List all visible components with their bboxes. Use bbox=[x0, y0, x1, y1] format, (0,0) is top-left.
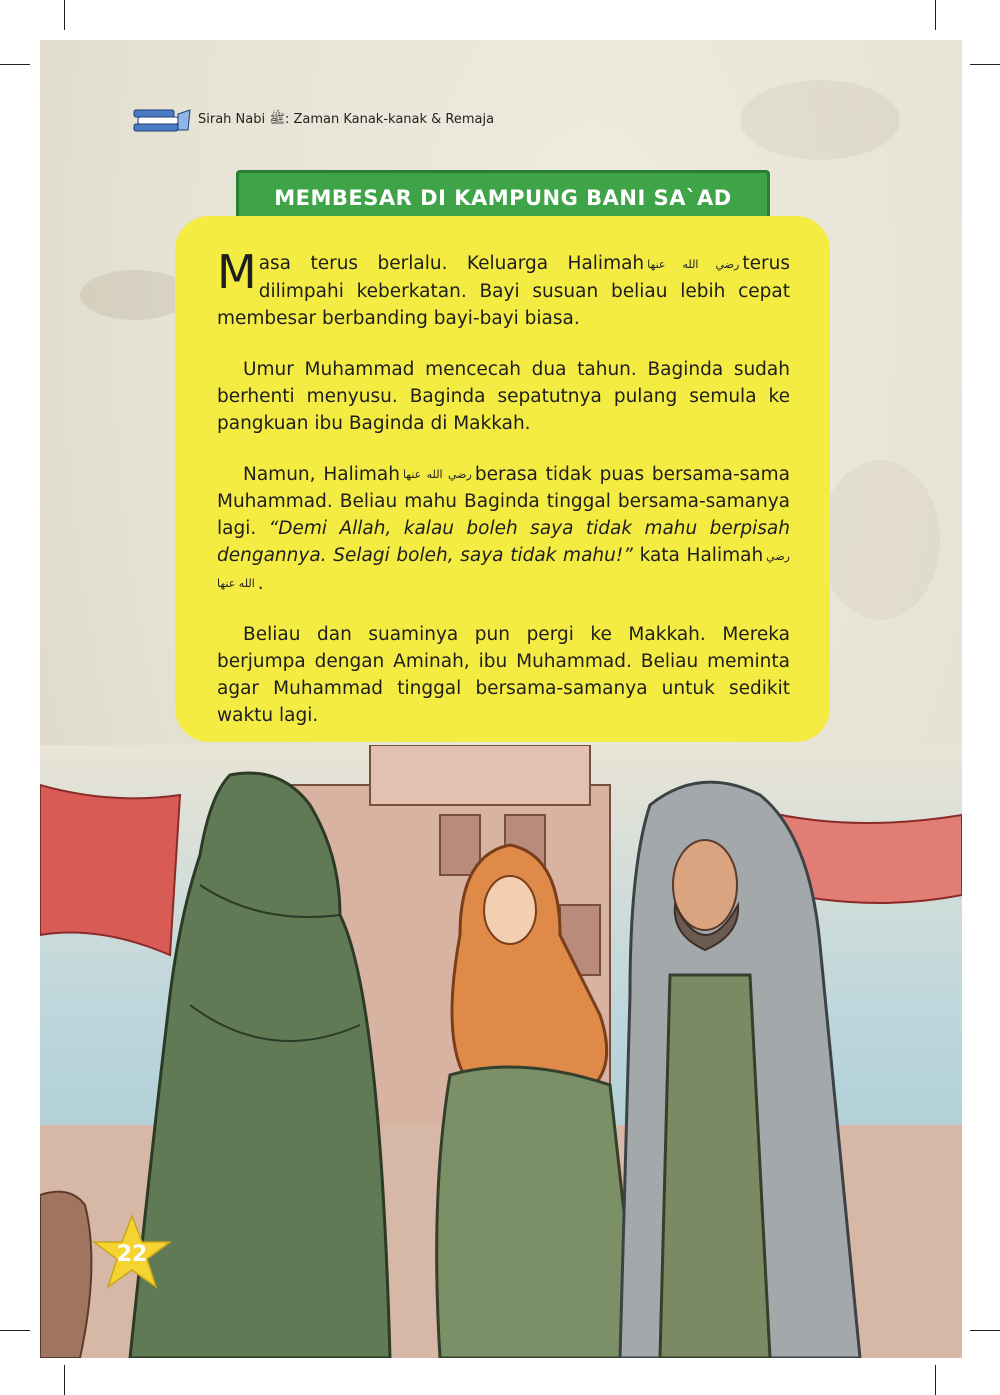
red-cloth-banner bbox=[40, 785, 180, 955]
book-stack-icon bbox=[132, 106, 192, 134]
crop-mark bbox=[970, 1330, 1000, 1331]
crop-mark bbox=[0, 64, 30, 65]
paragraph-4: Beliau dan suaminya pun pergi ke Makkah. Mereka berjumpa dengan Aminah, ibu Muhammad. Beliau meminta agar Muhammad tinggal bersama-samanya untuk sedikit waktu lagi. bbox=[217, 624, 790, 726]
paper-stain bbox=[820, 460, 940, 620]
crop-mark bbox=[935, 1365, 936, 1395]
honorific-glyph: رضي الله عنها bbox=[647, 257, 740, 271]
crop-mark bbox=[64, 0, 65, 30]
paragraph-1 bbox=[217, 245, 790, 332]
running-title: Sirah Nabi ﷺ: Zaman Kanak-kanak & Remaja bbox=[198, 111, 495, 127]
drop-cap: M bbox=[217, 245, 257, 299]
honorific-glyph: رضي الله عنها bbox=[217, 549, 790, 590]
paper-stain bbox=[740, 80, 900, 160]
book-page bbox=[40, 40, 962, 1358]
page-number: 22 bbox=[116, 1241, 148, 1267]
running-header bbox=[132, 106, 494, 134]
paragraph-2: Umur Muhammad mencecah dua tahun. Baginda sudah berhenti menyusu. Baginda sepatutnya pulang semula ke pangkuan ibu Baginda di Makkah. bbox=[217, 358, 790, 434]
story-text-box bbox=[175, 216, 830, 742]
paragraph-1-text-b: terus dilimpahi keberkatan. Bayi susuan beliau lebih cepat membesar berbanding bayi-bayi biasa. bbox=[217, 253, 790, 329]
honorific-glyph: رضي الله عنها bbox=[402, 468, 472, 481]
paragraph-3-quote: “Demi Allah, kalau boleh saya tidak mahu berpisah dengannya. Selagi boleh, saya tidak mahu!” bbox=[217, 518, 790, 566]
crop-mark bbox=[0, 1330, 30, 1331]
paper-stain bbox=[80, 270, 190, 320]
crop-mark bbox=[935, 0, 936, 30]
paragraph-3-text-b: berasa tidak puas bersama-sama Muhammad. Beliau mahu Baginda tinggal bersama-samanya lagi. bbox=[217, 463, 790, 539]
crop-mark bbox=[970, 64, 1000, 65]
clay-jar bbox=[40, 1192, 91, 1358]
paragraph-3-text-c: kata Halimah bbox=[639, 545, 764, 566]
paragraph-3-end: . bbox=[257, 572, 264, 594]
section-title: MEMBESAR DI KAMPUNG BANI SA`AD bbox=[274, 186, 732, 210]
paragraph-3-text-a: Namun, Halimah bbox=[243, 463, 400, 485]
paragraph-3 bbox=[217, 461, 790, 598]
paragraph-1-text-a: asa terus berlalu. Keluarga Halimah bbox=[258, 253, 645, 274]
story-illustration bbox=[40, 745, 962, 1358]
crop-mark bbox=[64, 1365, 65, 1395]
